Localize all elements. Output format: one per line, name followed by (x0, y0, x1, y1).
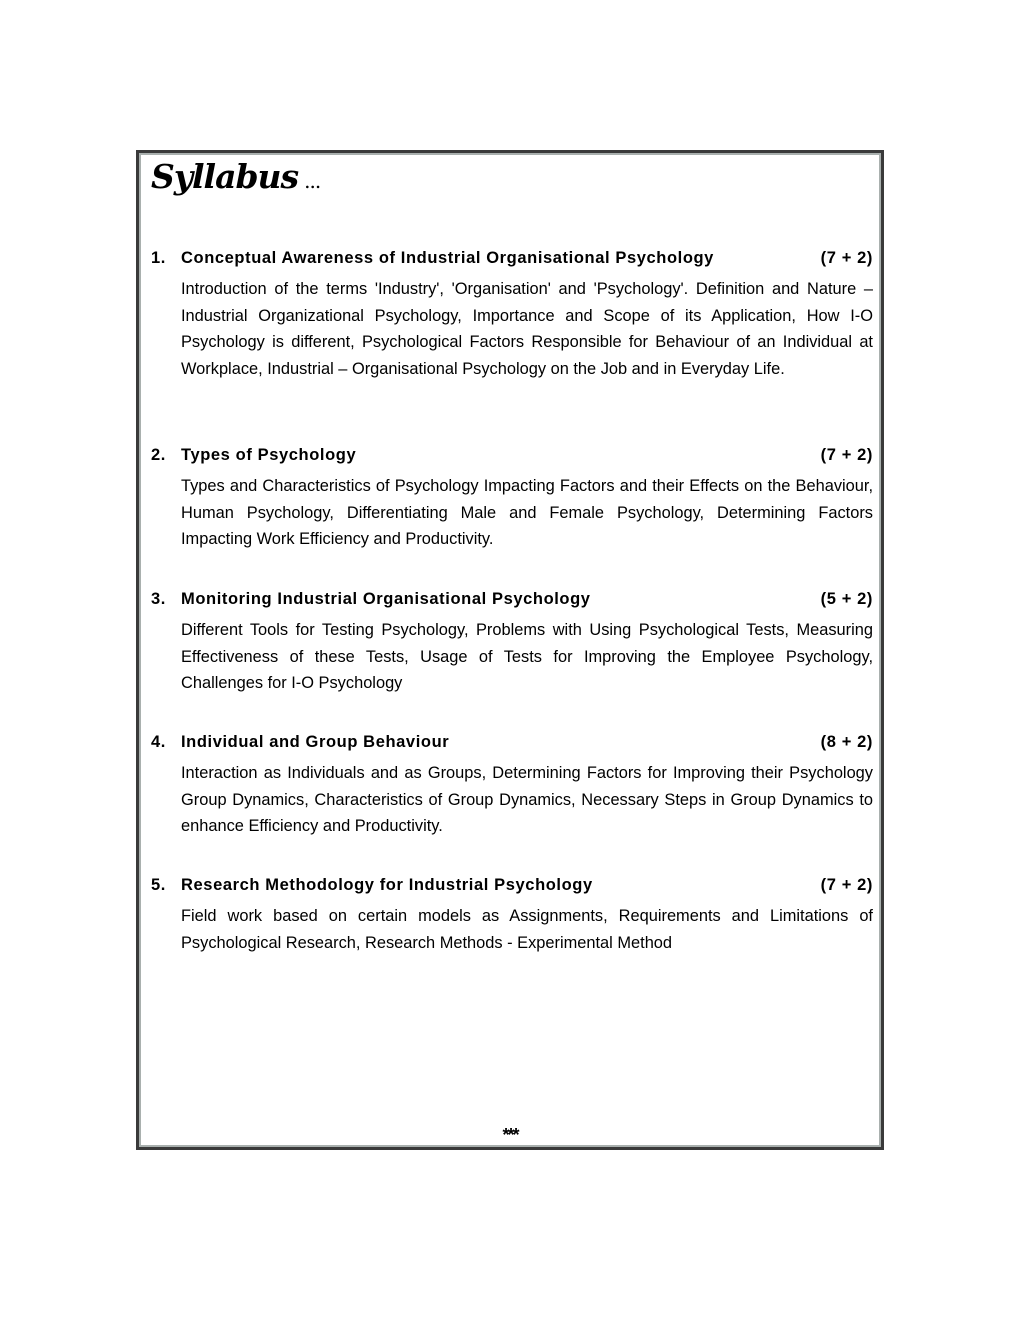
section-body: Field work based on certain models as Assignments, Requirements and Limitations of Psychological Research, Research Methods - Experimental Method (181, 907, 873, 952)
section-body: Introduction of the terms 'Industry', 'Organisation' and 'Psychology'. Definition and Nature – Industrial Organizational Psychology, Importance and Scope of its Application, How I-O Psychology is different, Psychological Factors Responsible for Behaviour of an Individual at Workplace, Industrial – Organisational Psychology on the Job and in Everyday Life. (181, 280, 873, 378)
section-number: 4. (151, 732, 166, 751)
section-hours: (7 + 2) (820, 875, 873, 894)
section-hours: (5 + 2) (820, 589, 873, 608)
section-number: 1. (151, 248, 166, 267)
section-number: 2. (151, 445, 166, 464)
section-title: Research Methodology for Industrial Psychology (181, 875, 593, 894)
section-hours: (7 + 2) (820, 248, 873, 267)
section-title: Conceptual Awareness of Industrial Organisational Psychology (181, 248, 714, 267)
section-number: 3. (151, 589, 166, 608)
end-marker: *** (502, 1125, 518, 1145)
syllabus-frame (136, 150, 884, 1150)
section-hours: (8 + 2) (820, 732, 873, 751)
section-5 (151, 873, 873, 956)
title-suffix: ... (304, 169, 321, 193)
section-2 (151, 443, 873, 553)
section-title: Monitoring Industrial Organisational Psychology (181, 589, 591, 608)
section-1 (151, 246, 873, 382)
section-body: Different Tools for Testing Psychology, Problems with Using Psychological Tests, Measuring Effectiveness of these Tests, Usage of Tests for Improving the Employee Psychology, Challenges for I-O Psychology (181, 621, 873, 693)
section-4 (151, 730, 873, 840)
section-title: Individual and Group Behaviour (181, 732, 450, 751)
section-body: Types and Characteristics of Psychology Impacting Factors and their Effects on the Behaviour, Human Psychology, Differentiating Male and Female Psychology, Determining Factors Impacting Work Efficiency and Productivity. (181, 477, 873, 549)
title-text: Syllabus (151, 157, 299, 196)
section-title: Types of Psychology (181, 445, 357, 464)
section-hours: (7 + 2) (820, 445, 873, 464)
section-3 (151, 587, 873, 697)
page-title (151, 157, 320, 196)
section-number: 5. (151, 875, 166, 894)
section-body: Interaction as Individuals and as Groups, Determining Factors for Improving their Psychology Group Dynamics, Characteristics of Group Dynamics, Necessary Steps in Group Dynamics to enhance Efficiency and Productivity. (181, 764, 873, 836)
